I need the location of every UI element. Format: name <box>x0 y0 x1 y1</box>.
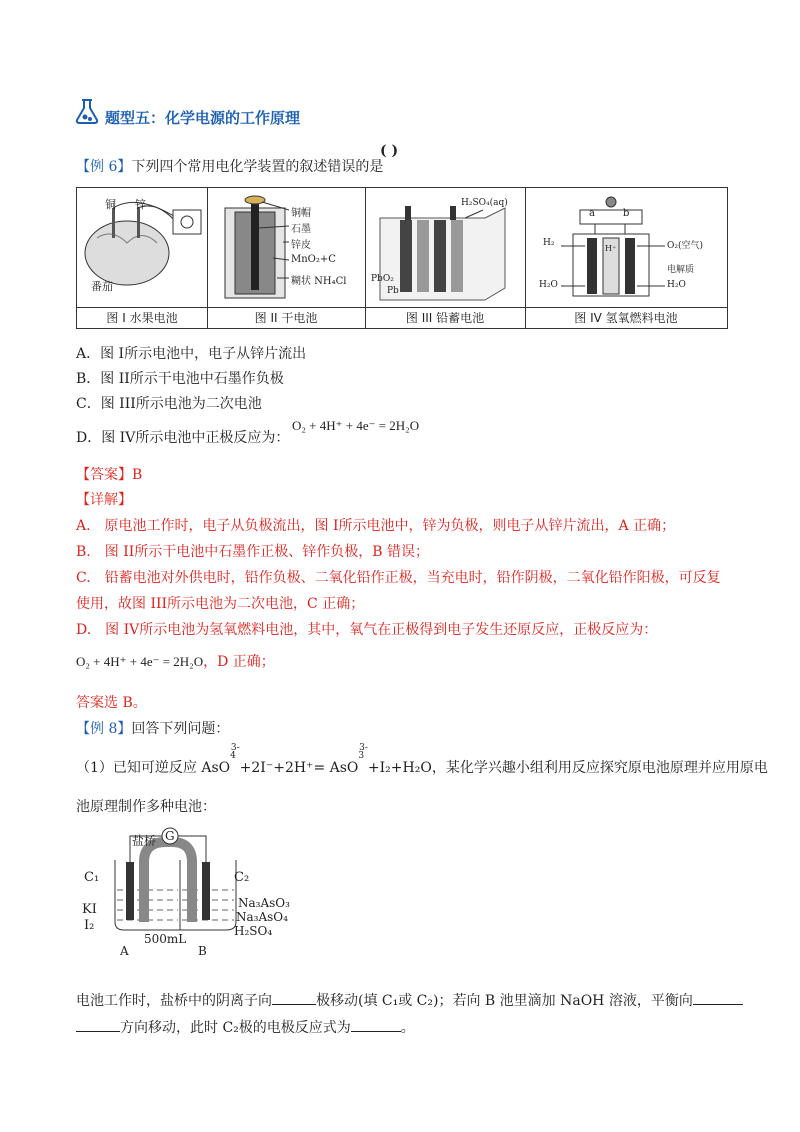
label-zinc: 锌 <box>135 198 146 211</box>
fill-line2-a: 方向移动，此时 C₂极的电极反应式为 <box>120 1020 351 1036</box>
blank-3[interactable] <box>76 1031 120 1032</box>
conclusion: 答案选 B。 <box>76 695 147 711</box>
figure-4 <box>525 188 727 328</box>
detail-d: D. 图 IV所示电池为氢氧燃料电池，其中，氧气在正极得到电子发生还原反应，正极反应为： <box>76 622 658 638</box>
figure-table <box>76 187 728 329</box>
fill-line1-b: 极移动(填 C₁或 C₂)；若向 B 池里滴加 NaOH 溶液，平衡向 <box>316 993 693 1009</box>
label-b: b <box>623 208 630 219</box>
figure-2 <box>207 188 366 328</box>
flask-icon <box>72 96 102 126</box>
part1-line1: （1）已知可逆反应 AsO$^{43-}$+2I⁻+2H⁺= AsO$^{33-}$+I₂+H₂O，某化学兴趣小组利用反应探究原电池原理并应用原电 <box>76 743 768 776</box>
detail-label: 【详解】 <box>76 492 132 508</box>
h2so4-label: H₂SO₄ <box>234 924 273 938</box>
detail-a: A. 原电池工作时，电子从负极流出，图 I所示电池中，锌为负极，则电子从锌片流出，A 正确； <box>76 518 676 534</box>
example8-question-line <box>76 718 229 738</box>
salt-bridge-label: 盐桥 <box>132 834 157 848</box>
label-nh4cl: 糊状 NH₄Cl <box>291 276 347 287</box>
label-h-plus: H⁺ <box>605 244 617 253</box>
na3aso4-label: Na₃AsO₄ <box>236 910 288 924</box>
volume-label: 500mL <box>144 932 187 946</box>
label-h2: H₂ <box>543 238 555 248</box>
detail-c-cont: 使用，故图 III所示电池为二次电池，C 正确； <box>76 596 365 612</box>
figure-3 <box>365 188 526 328</box>
figure-3-caption: 图 III 铅蓄电池 <box>365 307 525 328</box>
example6-question-line <box>76 156 383 176</box>
beaker-b-label: B <box>198 944 207 958</box>
label-h2o-right: H₂O <box>667 280 686 290</box>
label-zinc-shell: 锌皮 <box>291 240 311 251</box>
label-h2o-left: H₂O <box>539 280 558 290</box>
dry-cell-diagram <box>207 188 365 308</box>
blank-4[interactable] <box>351 1031 401 1032</box>
example8-tag: 【例 8】 <box>76 721 132 737</box>
fill-line2-b: 。 <box>400 1020 415 1036</box>
option-d: D．图 IV所示电池中正极反应为： <box>76 430 290 446</box>
figure-1 <box>77 188 208 328</box>
label-h2so4: H₂SO₄(aq) <box>461 198 508 208</box>
blank-2[interactable] <box>693 1004 743 1005</box>
part1-mid: +2I⁻+2H⁺= AsO <box>239 760 359 776</box>
part1-prefix: （1）已知可逆反应 AsO <box>76 760 231 776</box>
figure-1-caption: 图 I 水果电池 <box>77 307 207 328</box>
label-copper: 铜 <box>105 198 116 211</box>
ki-label: KI <box>82 902 97 917</box>
c2-label: C₂ <box>234 870 250 885</box>
option-c: C．图 III所示电池为二次电池 <box>76 396 262 412</box>
part1-line2: 池原理制作多种电池： <box>76 799 216 815</box>
beaker-a-label: A <box>120 944 129 958</box>
label-graphite: 石墨 <box>291 224 311 235</box>
na3aso3-label: Na₃AsO₃ <box>238 896 290 910</box>
answer-label: 【答案】B <box>76 467 143 483</box>
label-o2-air: O₂(空气) <box>667 241 704 251</box>
label-pb: Pb <box>387 286 399 296</box>
blank-1[interactable] <box>272 1004 316 1005</box>
detail-formula-line <box>76 651 275 671</box>
label-mno2: MnO₂+C <box>291 254 336 265</box>
example8-question: 回答下列问题： <box>131 721 230 737</box>
section-title: 题型五：化学电源的工作原理 <box>105 109 301 127</box>
detail-b: B. 图 II所示干电池中石墨作正极、锌作负极，B 错误； <box>76 544 429 560</box>
part1-tail: +I₂+H₂O，某化学兴趣小组利用反应探究原电池原理并应用原电 <box>367 760 768 776</box>
i2-label: I₂ <box>84 918 95 933</box>
label-tomato: 番茄 <box>91 280 113 293</box>
example6-question: 下列四个常用电化学装置的叙述错误的是 <box>131 159 384 175</box>
label-pbo2: PbO₂ <box>371 274 394 284</box>
fill-line1 <box>76 990 743 1010</box>
figure-4-caption: 图 IV 氢氧燃料电池 <box>525 307 727 328</box>
label-a: a <box>589 208 595 219</box>
detail-c: C. 铅蓄电池对外供电时，铅作负极、二氧化铅作正极，当充电时，铅作阴极，二氧化铅作阳极，可反复 <box>76 570 721 586</box>
label-electrolyte: 电解质 <box>667 265 695 275</box>
option-d-formula: O₂ + 4H⁺ + 4e⁻ = 2H₂O <box>292 418 420 433</box>
figure-2-caption: 图 II 干电池 <box>207 307 365 328</box>
option-b: B．图 II所示干电池中石墨作负极 <box>76 371 284 387</box>
fill-line1-a: 电池工作时，盐桥中的阴离子向 <box>76 993 272 1009</box>
detail-formula-tail: ，D 正确； <box>203 654 275 670</box>
fill-line2 <box>76 1017 415 1037</box>
label-copper-cap: 铜帽 <box>291 208 311 219</box>
option-a: A．图 I所示电池中，电子从锌片流出 <box>76 346 307 362</box>
detail-formula: O₂ + 4H⁺ + 4e⁻ = 2H₂O <box>76 654 204 669</box>
meter-label: G <box>165 829 175 843</box>
example6-tag: 【例 6】 <box>76 159 132 175</box>
c1-label: C₁ <box>84 870 100 885</box>
answer-paren: ( ) <box>380 143 399 159</box>
